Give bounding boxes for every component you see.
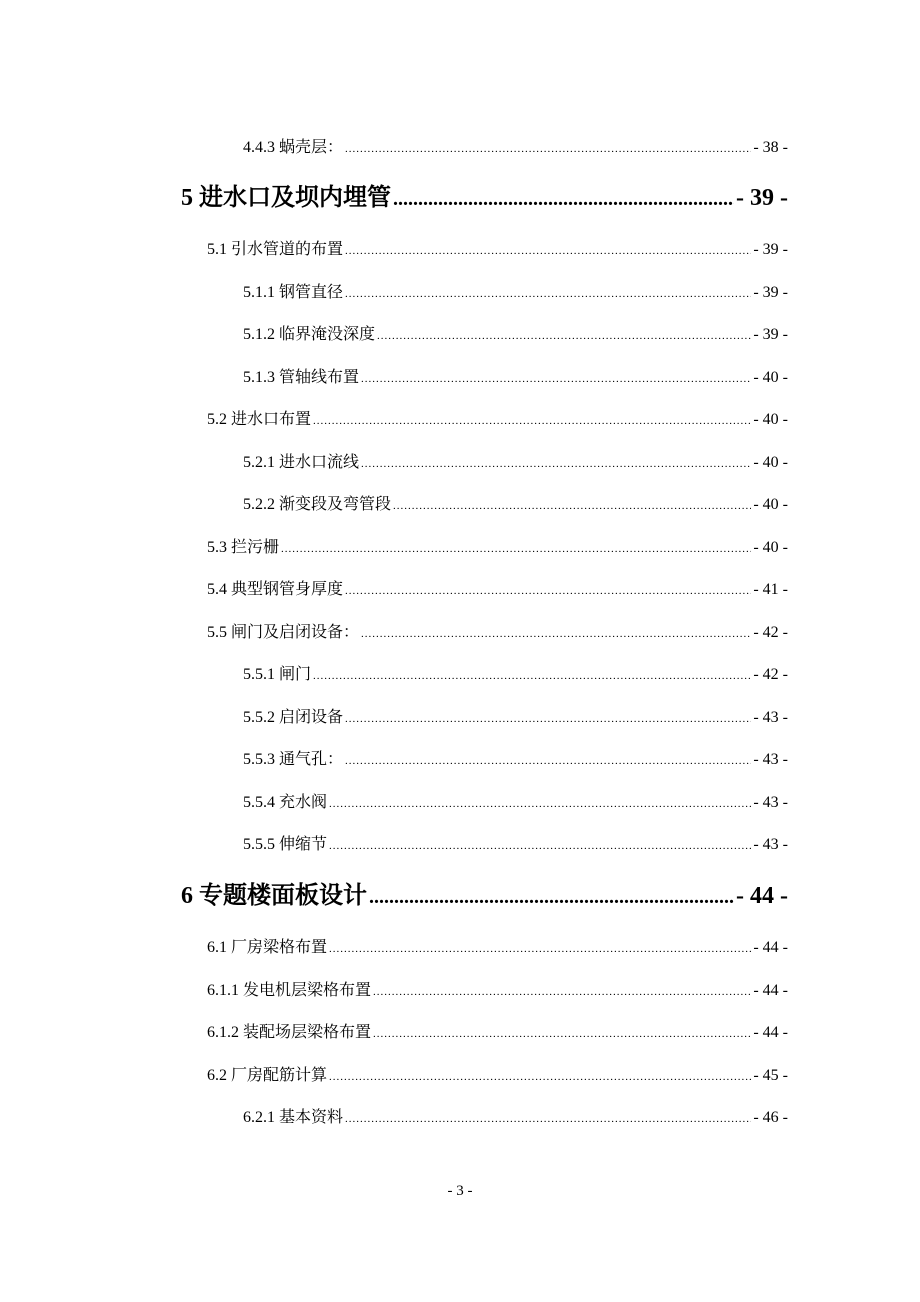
toc-entry-label: 5.5.3 通气孔： [243,751,344,768]
toc-entry-label: 5.4 典型钢管身厚度 [207,581,344,598]
toc-entry-page: - 43 - [753,794,788,811]
toc-entry-label: 5.1 引水管道的布置 [207,241,344,258]
toc-entry-page: - 40 - [753,454,788,471]
toc-entry-page: - 42 - [753,666,788,683]
toc-entry[interactable] [207,1023,788,1044]
toc-dot-leader [373,1024,751,1044]
toc-entry-label: 5.5.2 启闭设备 [243,709,344,726]
toc-entry-page: - 44 - [753,939,788,956]
toc-entry-label: 6.2.1 基本资料 [243,1109,344,1126]
toc-entry[interactable] [243,283,788,304]
toc-dot-leader [369,883,734,911]
toc-chapter-page: - 44 - [736,883,788,909]
toc-chapter-entry[interactable] [181,184,788,213]
toc-chapter-entry[interactable] [181,882,788,911]
toc-entry-label: 6.1.1 发电机层梁格布置 [207,982,372,999]
toc-entry[interactable] [243,665,788,686]
toc-chapter-label: 6 专题楼面板设计 [181,883,367,909]
toc-entry[interactable] [207,538,788,559]
toc-dot-leader [361,369,751,389]
toc-entry-page: - 44 - [753,1024,788,1041]
toc-entry[interactable] [243,495,788,516]
toc-entry[interactable] [207,981,788,1002]
toc-dot-leader [329,794,751,814]
toc-entry-label: 5.2 进水口布置 [207,411,312,428]
toc-entry-label: 5.5.1 闸门 [243,666,312,683]
toc-entry-label: 5.5 闸门及启闭设备： [207,624,360,641]
toc-entry[interactable] [243,750,788,771]
toc-entry-page: - 46 - [753,1109,788,1126]
toc-entry[interactable] [243,453,788,474]
toc-entry[interactable] [243,708,788,729]
toc-dot-leader [281,539,751,559]
toc-entry-page: - 41 - [753,581,788,598]
toc-dot-leader [329,836,751,856]
toc-entry[interactable] [243,835,788,856]
toc-entry-label: 5.1.2 临界淹没深度 [243,326,376,343]
toc-entry[interactable] [243,1108,788,1129]
toc-entry-page: - 45 - [753,1067,788,1084]
toc-dot-leader [361,454,751,474]
toc-dot-leader [345,709,751,729]
toc-dot-leader [393,185,734,213]
toc-entry-label: 6.1 厂房梁格布置 [207,939,328,956]
toc-entry-page: - 40 - [753,411,788,428]
toc-entry-page: - 42 - [753,624,788,641]
toc-dot-leader [393,496,751,516]
toc-entry-label: 5.2.2 渐变段及弯管段 [243,496,392,513]
toc-entry[interactable] [207,580,788,601]
toc-dot-leader [345,751,751,771]
toc-entry[interactable] [207,938,788,959]
toc-entry-page: - 43 - [753,836,788,853]
toc-entry-label: 5.3 拦污栅 [207,539,280,556]
toc-dot-leader [345,139,751,159]
toc-entry[interactable] [207,623,788,644]
page-number-footer: - 3 - [447,1183,473,1199]
toc-dot-leader [329,1067,751,1087]
toc-entry-page: - 40 - [753,539,788,556]
toc-entry-label: 4.4.3 蜗壳层： [243,139,344,156]
toc-entry-page: - 40 - [753,496,788,513]
toc-entry-page: - 38 - [753,139,788,156]
toc-chapter-label: 5 进水口及坝内埋管 [181,185,391,211]
toc-dot-leader [313,411,751,431]
toc-entry-label: 5.2.1 进水口流线 [243,454,360,471]
toc-entry-page: - 39 - [753,326,788,343]
toc-entry[interactable] [243,793,788,814]
toc-entry-label: 5.5.4 充水阀 [243,794,328,811]
toc-entry[interactable] [243,325,788,346]
toc-dot-leader [345,581,751,601]
toc-entry-page: - 43 - [753,751,788,768]
toc-entry[interactable] [207,410,788,431]
toc-entry-label: 5.5.5 伸缩节 [243,836,328,853]
toc-dot-leader [329,939,751,959]
toc-entry-page: - 44 - [753,982,788,999]
toc-chapter-page: - 39 - [736,185,788,211]
toc-entry-label: 5.1.3 管轴线布置 [243,369,360,386]
toc-entry[interactable] [207,240,788,261]
toc-entry-label: 6.1.2 装配场层梁格布置 [207,1024,372,1041]
toc-dot-leader [361,624,751,644]
toc-dot-leader [345,284,751,304]
toc-entry[interactable] [243,138,788,159]
toc-dot-leader [313,666,751,686]
toc-dot-leader [373,982,751,1002]
toc-entry-label: 6.2 厂房配筋计算 [207,1067,328,1084]
toc-entry-page: - 39 - [753,284,788,301]
toc-entry-page: - 39 - [753,241,788,258]
toc-entry[interactable] [243,368,788,389]
toc-entry[interactable] [207,1066,788,1087]
toc-dot-leader [377,326,751,346]
toc-dot-leader [345,1109,751,1129]
toc-entry-page: - 43 - [753,709,788,726]
toc-entry-label: 5.1.1 钢管直径 [243,284,344,301]
toc-entry-page: - 40 - [753,369,788,386]
toc-dot-leader [345,241,751,261]
